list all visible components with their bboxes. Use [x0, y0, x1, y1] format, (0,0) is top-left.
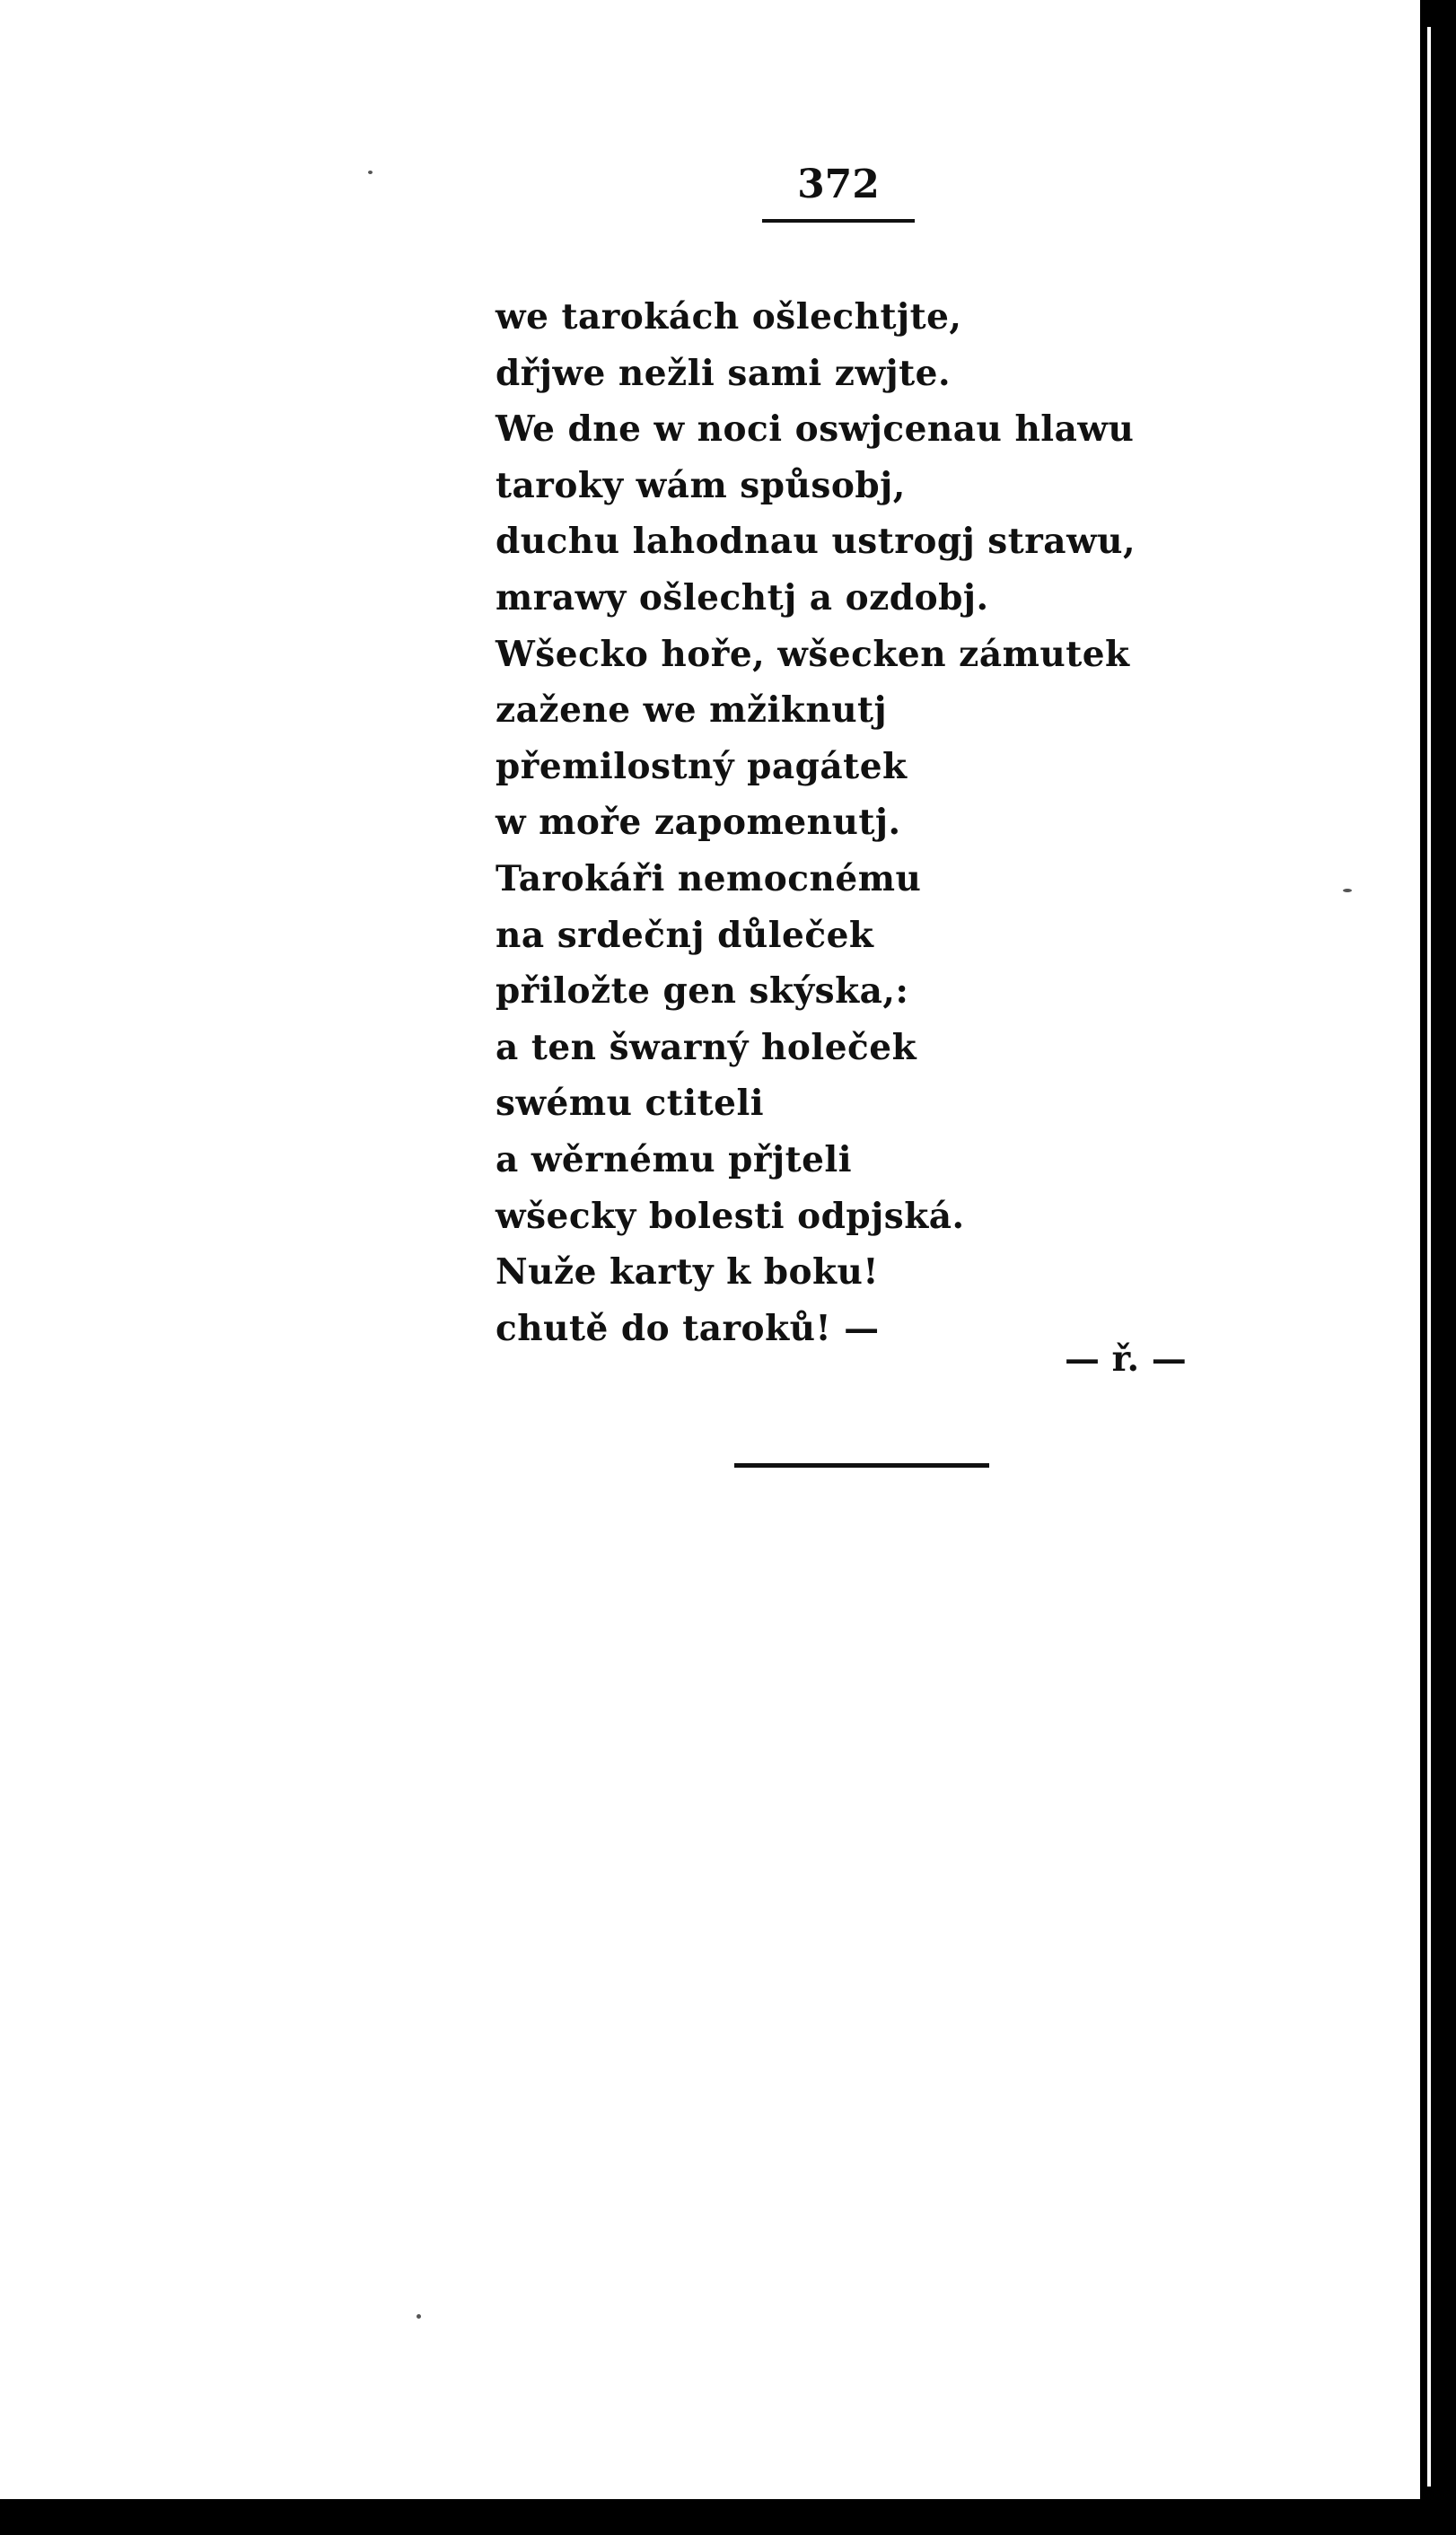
- author-signature: — ř. —: [1065, 1338, 1187, 1380]
- scan-speck: [368, 171, 373, 174]
- poem-line: Nuže karty k boku!: [496, 1251, 880, 1294]
- scan-speck: [417, 2314, 421, 2319]
- poem-line: We dne w noci oswjcenau hlawu: [496, 408, 1135, 451]
- scan-speck: [1343, 889, 1352, 892]
- poem-line: Wšecko hoře, wšecken zámutek: [496, 633, 1130, 675]
- poem-line: mrawy ošlechtj a ozdobj.: [496, 576, 989, 618]
- poem-line: a ten šwarný holeček: [496, 1026, 917, 1068]
- end-rule: [734, 1463, 989, 1468]
- poem-line: dřjwe nežli sami zwjte.: [496, 352, 952, 394]
- poem-line: w moře zapomenutj.: [496, 802, 901, 844]
- poem-line: zažene we mžiknutj: [496, 689, 888, 732]
- poem: [496, 289, 1178, 1356]
- scan-gutter-line: [1427, 27, 1431, 2487]
- poem-line: a wěrnému přjteli: [496, 1138, 853, 1180]
- poem-line: taroky wám spůsobj,: [496, 464, 906, 506]
- scan-border-right: [1420, 0, 1456, 2535]
- page-number: 372: [797, 162, 880, 207]
- poem-line: wšecky bolesti odpjská.: [496, 1195, 965, 1237]
- poem-line: přiložte gen skýska,:: [496, 970, 909, 1013]
- poem-line: na srdečnj důleček: [496, 914, 874, 956]
- poem-line: duchu lahodnau ustrogj strawu,: [496, 521, 1136, 563]
- poem-line: swému ctiteli: [496, 1083, 765, 1125]
- poem-line: chutě do taroků! —: [496, 1307, 880, 1349]
- poem-line: přemilostný pagátek: [496, 745, 908, 787]
- page-number-rule: [762, 219, 915, 223]
- scan-border-bottom: [0, 2499, 1456, 2535]
- poem-line: we tarokách ošlechtjte,: [496, 296, 962, 338]
- poem-line: Tarokáři nemocnému: [496, 857, 922, 899]
